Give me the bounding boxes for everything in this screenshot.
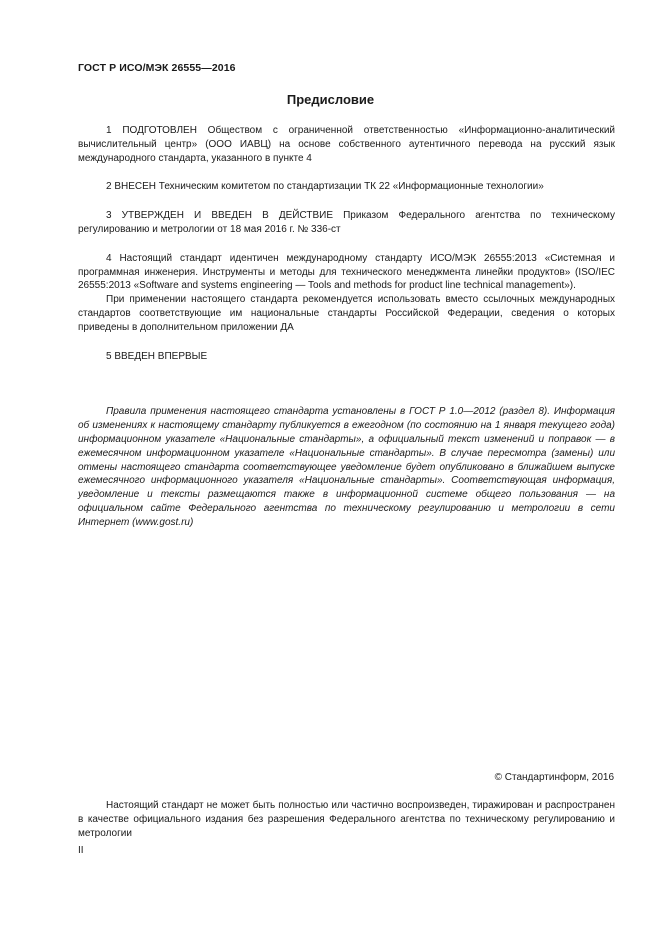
paragraph-4-note: При применении настоящего стандарта рекомендуется использовать вместо ссылочных международных стандартов соответствующие им национальные стандарты Российской Федерации, сведения о которых приведены в дополнительном приложении ДА	[78, 294, 615, 333]
page-title: Предисловие	[286, 92, 375, 107]
paragraph-1: 1 ПОДГОТОВЛЕН Обществом с ограниченной ответственностью «Информационно-аналитический вычислительный центр» (ООО ИАВЦ) на основе собственного аутентичного перевода на русский язык международного стандарта, указанного в пункте 4	[78, 125, 615, 164]
reproduction-notice	[78, 799, 615, 840]
reproduction-text: Настоящий стандарт не может быть полностью или частично воспроизведен, тиражирован и распространен в качестве официального издания без разрешения Федерального агентства по техническому регулированию и метрологии	[78, 800, 615, 839]
paragraph-4: 4 Настоящий стандарт идентичен международному стандарту ИСО/МЭК 26555:2013 «Системная и программная инженерия. Инструменты и методы для технического менеджмента линейки продуктов» (ISO/IEC 26555:2013 «Software and systems engineering — Tools and methods for product line technical management»).	[78, 252, 615, 292]
paragraph-5: 5 ВВЕДЕН ВПЕРВЫЕ	[106, 350, 208, 362]
page-number: II	[78, 845, 84, 856]
foreword-body	[78, 124, 615, 530]
application-rules-notice: Правила применения настоящего стандарта установлены в ГОСТ Р 1.0—2012 (раздел 8). Информация об изменениях к настоящему стандарту публикуется в ежегодном (по состоянию на 1 января текущего года) информационном указателе «Национальные стандарты», а официальный текст изменений и поправок — в ежемесячном информационном указателе «Национальные стандарты». В случае пересмотра (замены) или отмены настоящего стандарта соответствующее уведомление будет опубликовано в ближайшем выпуске ежемесячного информационного указателя «Национальные стандарты». Соответствующая информация, уведомление и тексты размещаются также в информационной системе общего пользования — на официальном сайте Федерального агентства по техническому регулированию и метрологии в сети Интернет (www.gost.ru)	[78, 406, 615, 528]
paragraph-2: 2 ВНЕСЕН Техническим комитетом по стандартизации ТК 22 «Информационные технологии»	[106, 181, 544, 193]
document-code-header: ГОСТ Р ИСО/МЭК 26555—2016	[78, 62, 236, 74]
copyright-notice: © Стандартинформ, 2016	[494, 772, 614, 783]
paragraph-3: 3 УТВЕРЖДЕН И ВВЕДЕН В ДЕЙСТВИЕ Приказом Федерального агентства по техническому регулированию и метрологии от 18 мая 2016 г. № 336-ст	[78, 210, 615, 235]
